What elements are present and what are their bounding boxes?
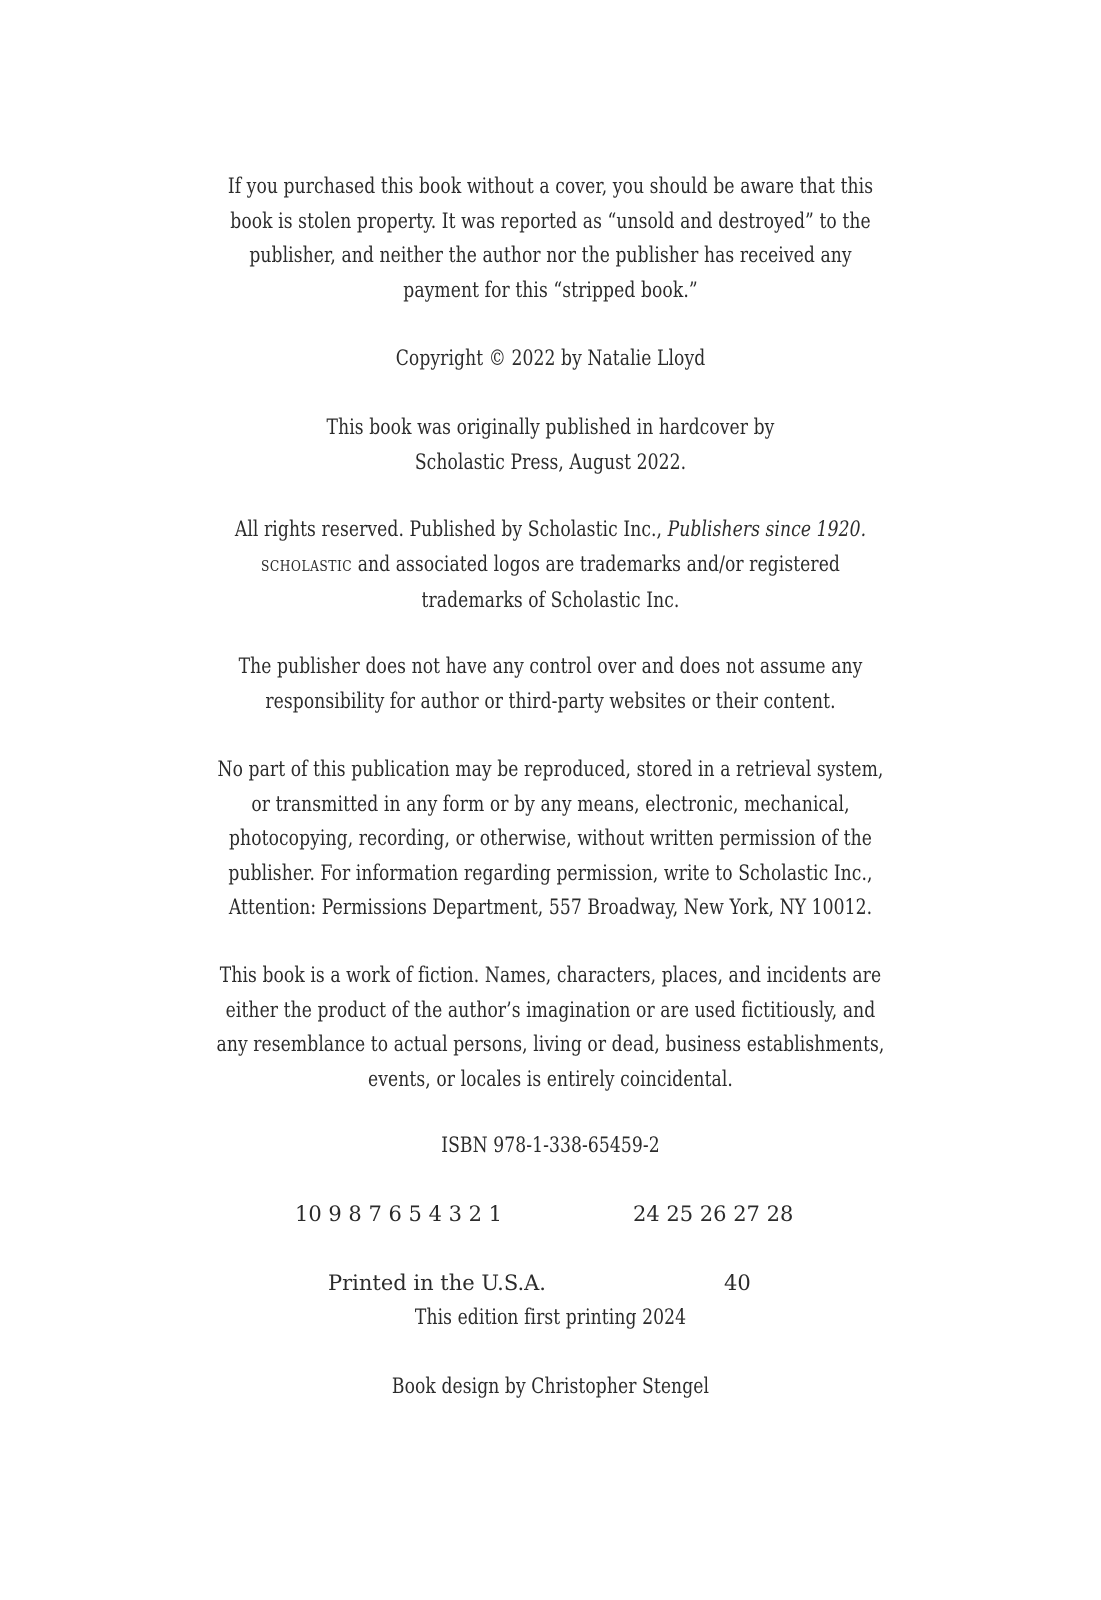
permissions-notice bbox=[0, 752, 1101, 925]
notice-line: If you purchased this book without a cover, you should be aware that this bbox=[227, 174, 874, 198]
rights-text: and associated logos are trademarks and/or registered bbox=[352, 551, 841, 576]
fiction-line: any resemblance to actual persons, living or dead, business establishments, bbox=[216, 1032, 885, 1056]
permissions-line: or transmitted in any form or by any means, electronic, mechanical, bbox=[251, 791, 850, 816]
printing-year-line: 24 25 26 27 28 bbox=[633, 1202, 794, 1226]
disclaimer-line: responsibility for author or third-party websites or their content. bbox=[265, 688, 836, 713]
rights-line bbox=[101, 512, 1001, 547]
notice-line: payment for this “stripped book.” bbox=[403, 277, 698, 302]
rights-line bbox=[101, 547, 1001, 584]
fiction-notice bbox=[0, 958, 1101, 1096]
permissions-line: No part of this publication may be reproduced, stored in a retrieval system, bbox=[217, 757, 884, 781]
fiction-line: either the product of the author’s imagination or are used fictitiously, and bbox=[225, 997, 876, 1022]
publication-line: This book was originally published in hardcover by bbox=[326, 415, 775, 439]
original-publication bbox=[0, 410, 1101, 479]
edition-text: This edition first printing 2024 bbox=[414, 1305, 687, 1329]
notice-line: publisher, and neither the author nor the publisher has received any bbox=[249, 243, 852, 267]
printing-number-line: 10 9 8 7 6 5 4 3 2 1 bbox=[295, 1202, 503, 1226]
isbn-text: ISBN 978-1-338-65459-2 bbox=[441, 1133, 660, 1157]
rights-line: trademarks of Scholastic Inc. bbox=[421, 588, 680, 612]
design-credit-text: Book design by Christopher Stengel bbox=[391, 1374, 710, 1398]
notice-line: book is stolen property. It was reported as “unsold and destroyed” to the bbox=[230, 208, 871, 233]
scholastic-trademark: SCHOLASTIC bbox=[260, 556, 353, 575]
disclaimer-line: The publisher does not have any control over and does not assume any bbox=[238, 654, 863, 678]
rights-statement bbox=[0, 512, 1101, 618]
publishers-since-text: Publishers since 1920. bbox=[667, 517, 867, 541]
printer-code: 40 bbox=[724, 1271, 751, 1295]
publication-line: Scholastic Press, August 2022. bbox=[414, 449, 687, 474]
rights-text: All rights reserved. Published by Scholastic Inc., bbox=[234, 517, 668, 541]
permissions-line: photocopying, recording, or otherwise, without written permission of the bbox=[228, 826, 872, 850]
copyright-text: Copyright © 2022 by Natalie Lloyd bbox=[395, 346, 706, 370]
stripped-book-notice bbox=[0, 169, 1101, 307]
copyright-line bbox=[0, 341, 1101, 376]
design-credit bbox=[0, 1369, 1101, 1404]
permissions-line: Attention: Permissions Department, 557 Broadway, New York, NY 10012. bbox=[228, 895, 873, 919]
fiction-line: events, or locales is entirely coincidental. bbox=[368, 1066, 733, 1091]
permissions-line: publisher. For information regarding permission, write to Scholastic Inc., bbox=[228, 860, 873, 885]
edition-line bbox=[0, 1300, 1101, 1335]
fiction-line: This book is a work of fiction. Names, characters, places, and incidents are bbox=[219, 963, 882, 987]
printed-in-text: Printed in the U.S.A. bbox=[328, 1271, 546, 1295]
isbn-line bbox=[0, 1128, 1101, 1163]
publisher-disclaimer bbox=[0, 649, 1101, 718]
